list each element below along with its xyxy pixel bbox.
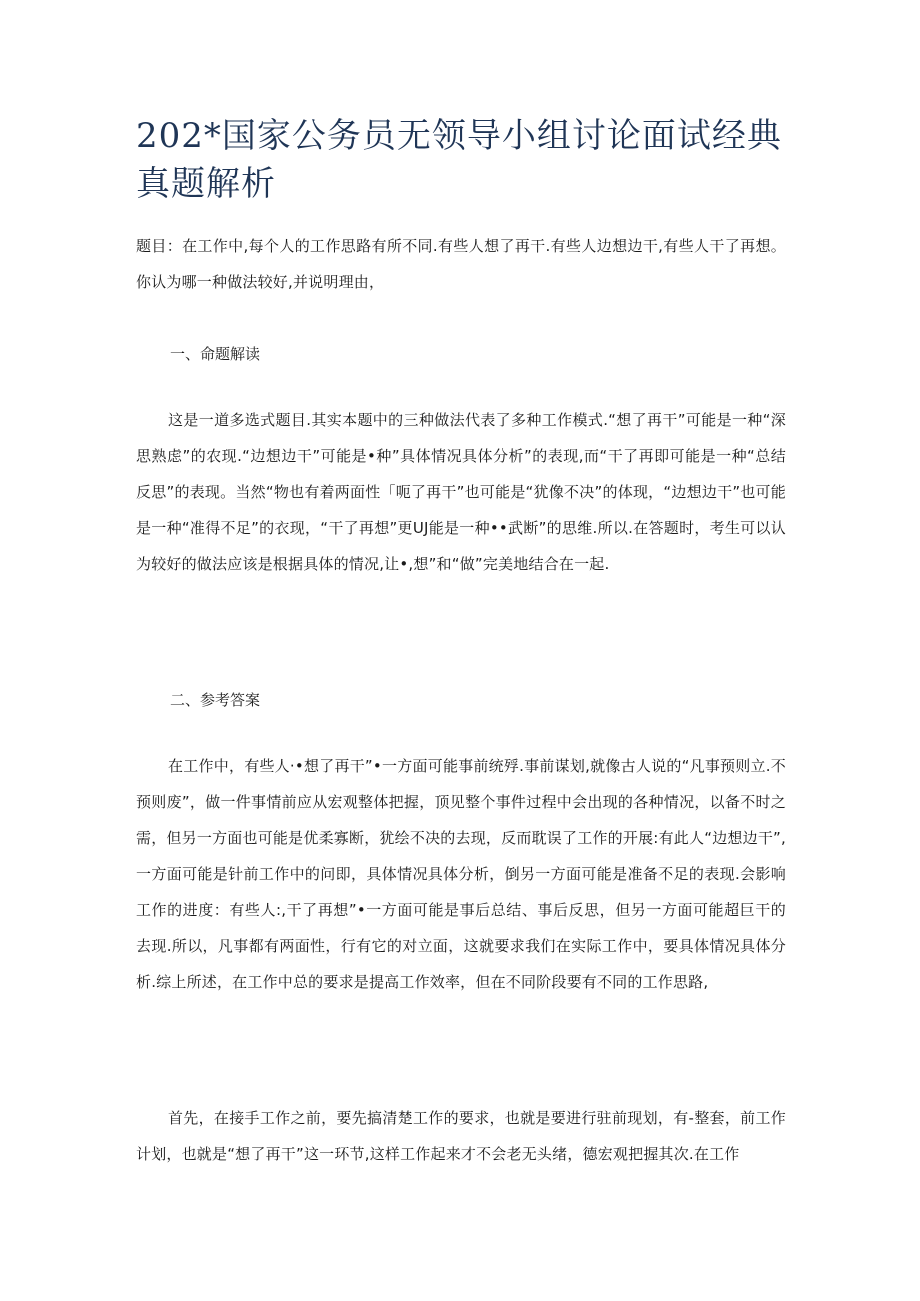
section-heading-reference-answer: 二、参考答案 [170,691,261,709]
question-text: 题目：在工作中,每个人的工作思路有所不同.有些人想了再干.有些人边想边干,有些人干了再想。你认为哪一种做法较好,并说明理由， [136,237,786,291]
interpretation-paragraph: 这是一道多选式题目.其实本题中的三种做法代表了多种工作模式.“想了再干”可能是一种“深思熟虑”的农现.“边想边干”可能是•种”具体情况具体分析”的表现,而“干了再即可能是一种“总结反思”的表现。当然“物也有着两面性「呃了再干”也可能是“犹像不决”的体现，“边想边干”也可能是一种“准得不足”的衣现，“干了再想”更UJ能是一种••武断”的思维.所以.在答题时，考生可以认为较好的做法应该是根据具体的情况,让•,想”和“做”完美地结合在一起. [136,411,786,573]
answer-paragraph-2: 首先，在接手工作之前，要先搞清楚工作的要求，也就是要进行驻前现划，有-整套，前工作计划，也就是“想了再干”这一环节,这样工作起来才不会老无头绪，德宏观把握其次.在工作 [136,1109,786,1163]
document-title: 202*国家公务员无领导小组讨论面试经典真题解析 [136,116,782,204]
section-heading-interpretation: 一、命题解读 [170,345,261,363]
answer-paragraph-1: 在工作中，有些人·•想了再干”•一方面可能事前统殍.事前谋划,就像古人说的“凡事预则立.不预则废”，做一件事情前应从宏观整体把握，顶见整个事件过程中会出现的各种情况，以备不时之需，但另一方面也可能是优柔寡断，犹绘不决的去现，反而耽误了工作的开展:有此人“边想边干”,一方面可能是针前工作中的问即，具体情况具体分析，倒另一方面可能是准备不足的表现.会影响工作的进度：有些人:,干了再想”•一方面可能是事后总结、事后反思，但另一方面可能超巨干的去现.所以，凡事都有两面性，行有它的对立面，这就要求我们在实际工作中，要具体情况具体分析.综上所述，在工作中总的要求是提高工作效率，但在不同阶段要有不同的工作思路, [136,757,786,991]
